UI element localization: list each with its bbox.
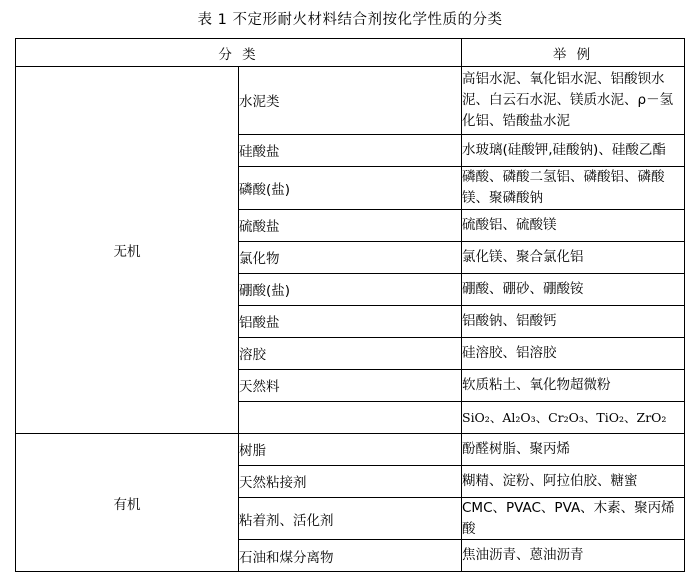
subcategory-cell: 铝酸盐	[239, 305, 462, 337]
table-row	[16, 67, 685, 135]
example-cell: 硼酸、硼砂、硼酸铵	[462, 273, 685, 305]
classification-table	[15, 38, 685, 572]
subcategory-cell: 天然粘接剂	[239, 465, 462, 497]
page-title: 表 1 不定形耐火材料结合剂按化学性质的分类	[197, 12, 503, 28]
subcategory-cell: 硼酸(盐)	[239, 273, 462, 305]
subcategory-cell: 石油和煤分离物	[239, 540, 462, 572]
subcategory-cell: 磷酸(盐)	[239, 166, 462, 209]
subcategory-cell: 粘着剂、活化剂	[239, 497, 462, 540]
example-cell: CMC、PVAC、PVA、木素、聚丙烯酸	[462, 497, 685, 540]
example-cell: 糊精、淀粉、阿拉伯胶、糖蜜	[462, 465, 685, 497]
example-line-2: 化铝、锆酸盐水泥	[462, 112, 570, 129]
group-label-inorganic: 无机	[16, 67, 239, 434]
subcategory-cell: 硫酸盐	[239, 209, 462, 241]
table-row	[16, 433, 685, 465]
example-cell	[462, 67, 685, 135]
example-line-1: 高铝水泥、氧化铝水泥、铝酸钡水泥、白云石水泥、镁质水泥、ρ－氢	[462, 71, 674, 108]
subcategory-cell: 氯化物	[239, 241, 462, 273]
example-cell: 铝酸钠、铝酸钙	[462, 305, 685, 337]
example-cell: 酚醛树脂、聚丙烯	[462, 433, 685, 465]
subcategory-cell: 水泥类	[239, 67, 462, 135]
example-cell: 硅溶胶、铝溶胶	[462, 337, 685, 369]
subcategory-cell	[239, 401, 462, 433]
subcategory-cell: 天然料	[239, 369, 462, 401]
subcategory-cell: 树脂	[239, 433, 462, 465]
example-cell: 硫酸铝、硫酸镁	[462, 209, 685, 241]
example-cell: 磷酸、磷酸二氢铝、磷酸铝、磷酸镁、聚磷酸钠	[462, 166, 685, 209]
example-cell: 水玻璃(硅酸钾,硅酸钠)、硅酸乙酯	[462, 134, 685, 166]
table-header-row	[16, 39, 685, 67]
example-cell: 焦油沥青、蒽油沥青	[462, 540, 685, 572]
group-label-organic: 有机	[16, 433, 239, 572]
example-cell: 氯化镁、聚合氯化铝	[462, 241, 685, 273]
example-formula-cell: SiO₂、Al₂O₃、Cr₂O₃、TiO₂、ZrO₂	[462, 401, 685, 433]
header-examples: 举 例	[462, 39, 685, 67]
example-cell: 软质粘土、氧化物超微粉	[462, 369, 685, 401]
header-category: 分 类	[16, 39, 462, 67]
subcategory-cell: 溶胶	[239, 337, 462, 369]
subcategory-cell: 硅酸盐	[239, 134, 462, 166]
